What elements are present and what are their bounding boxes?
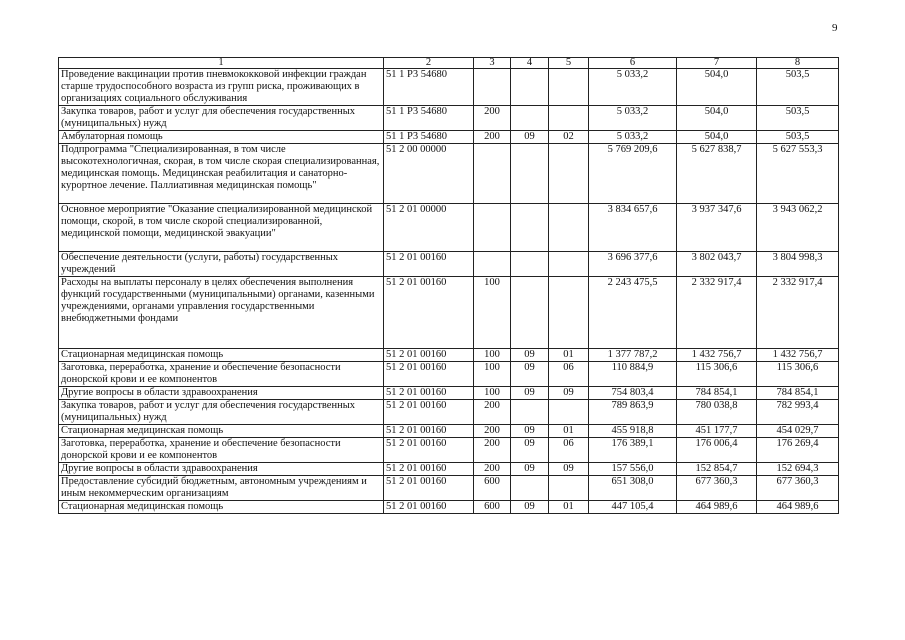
subsection-cell (549, 400, 589, 425)
expense-type-cell: 600 (474, 476, 511, 501)
subsection-cell (549, 106, 589, 131)
budget-code-cell: 51 2 01 00160 (384, 463, 474, 476)
expense-type-cell (474, 204, 511, 252)
expense-type-cell: 200 (474, 425, 511, 438)
budget-code-cell: 51 2 01 00160 (384, 425, 474, 438)
budget-code-cell: 51 1 P3 54680 (384, 131, 474, 144)
amount-col6-cell: 1 377 787,2 (589, 349, 677, 362)
amount-col8-cell: 784 854,1 (757, 387, 839, 400)
amount-col8-cell: 677 360,3 (757, 476, 839, 501)
section-cell: 09 (511, 425, 549, 438)
table-row (59, 463, 839, 476)
subsection-cell: 09 (549, 463, 589, 476)
header-cell: 6 (589, 58, 677, 69)
expense-type-cell: 100 (474, 387, 511, 400)
budget-code-cell: 51 2 01 00160 (384, 400, 474, 425)
amount-col8-cell: 3 804 998,3 (757, 252, 839, 277)
amount-col6-cell: 5 033,2 (589, 106, 677, 131)
subsection-cell (549, 252, 589, 277)
row-name-cell: Стационарная медицинская помощь (59, 501, 384, 514)
amount-col6-cell: 157 556,0 (589, 463, 677, 476)
expense-type-cell (474, 144, 511, 204)
amount-col7-cell: 464 989,6 (677, 501, 757, 514)
amount-col6-cell: 5 769 209,6 (589, 144, 677, 204)
subsection-cell: 01 (549, 349, 589, 362)
subsection-cell (549, 144, 589, 204)
table-row (59, 425, 839, 438)
expense-type-cell: 200 (474, 400, 511, 425)
amount-col7-cell: 504,0 (677, 131, 757, 144)
amount-col7-cell: 3 937 347,6 (677, 204, 757, 252)
amount-col7-cell: 504,0 (677, 69, 757, 106)
amount-col8-cell: 503,5 (757, 106, 839, 131)
budget-code-cell: 51 2 01 00160 (384, 501, 474, 514)
page-number: 9 (832, 22, 838, 34)
amount-col8-cell: 176 269,4 (757, 438, 839, 463)
budget-code-cell: 51 1 P3 54680 (384, 106, 474, 131)
row-name-cell: Подпрограмма "Специализированная, в том числе высокотехнологичная, скорая, в том числе скорая специализированная, медицинская помощь. Медицинская реабилитация и санаторно-курортное лечение. Паллиативная медицинская помощь" (59, 144, 384, 204)
amount-col8-cell: 782 993,4 (757, 400, 839, 425)
table-row (59, 144, 839, 204)
row-name-cell: Закупка товаров, работ и услуг для обеспечения государственных (муниципальных) нужд (59, 106, 384, 131)
budget-code-cell: 51 2 01 00160 (384, 438, 474, 463)
section-cell: 09 (511, 438, 549, 463)
header-cell: 3 (474, 58, 511, 69)
amount-col8-cell: 503,5 (757, 131, 839, 144)
row-name-cell: Закупка товаров, работ и услуг для обеспечения государственных (муниципальных) нужд (59, 400, 384, 425)
expense-type-cell: 600 (474, 501, 511, 514)
section-cell (511, 106, 549, 131)
row-name-cell: Стационарная медицинская помощь (59, 425, 384, 438)
amount-col8-cell: 2 332 917,4 (757, 277, 839, 349)
subsection-cell (549, 277, 589, 349)
table-row (59, 438, 839, 463)
header-cell: 1 (59, 58, 384, 69)
row-name-cell: Заготовка, переработка, хранение и обеспечение безопасности донорской крови и ее компонентов (59, 362, 384, 387)
amount-col8-cell: 3 943 062,2 (757, 204, 839, 252)
amount-col7-cell: 1 432 756,7 (677, 349, 757, 362)
amount-col8-cell: 464 989,6 (757, 501, 839, 514)
row-name-cell: Предоставление субсидий бюджетным, автономным учреждениям и иным некоммерческим организациям (59, 476, 384, 501)
subsection-cell (549, 476, 589, 501)
header-cell: 5 (549, 58, 589, 69)
table-row (59, 131, 839, 144)
header-cell: 7 (677, 58, 757, 69)
amount-col8-cell: 454 029,7 (757, 425, 839, 438)
budget-table (58, 57, 839, 514)
amount-col8-cell: 115 306,6 (757, 362, 839, 387)
subsection-cell: 01 (549, 425, 589, 438)
section-cell (511, 69, 549, 106)
section-cell (511, 277, 549, 349)
amount-col7-cell: 5 627 838,7 (677, 144, 757, 204)
budget-code-cell: 51 2 01 00160 (384, 277, 474, 349)
section-cell: 09 (511, 463, 549, 476)
table-row (59, 362, 839, 387)
expense-type-cell: 200 (474, 463, 511, 476)
section-cell: 09 (511, 501, 549, 514)
table-row (59, 400, 839, 425)
budget-code-cell: 51 2 01 00000 (384, 204, 474, 252)
amount-col6-cell: 455 918,8 (589, 425, 677, 438)
expense-type-cell: 100 (474, 349, 511, 362)
section-cell: 09 (511, 387, 549, 400)
row-name-cell: Основное мероприятие "Оказание специализированной медицинской помощи, скорой, в том числе скорой специализированной, медицинской помощи, медицинской эвакуации" (59, 204, 384, 252)
section-cell: 09 (511, 131, 549, 144)
amount-col6-cell: 3 696 377,6 (589, 252, 677, 277)
section-cell (511, 400, 549, 425)
expense-type-cell: 100 (474, 362, 511, 387)
amount-col7-cell: 2 332 917,4 (677, 277, 757, 349)
row-name-cell: Проведение вакцинации против пневмококковой инфекции граждан старше трудоспособного возраста из групп риска, проживающих в организациях социального обслуживания (59, 69, 384, 106)
table-row (59, 69, 839, 106)
expense-type-cell (474, 69, 511, 106)
row-name-cell: Стационарная медицинская помощь (59, 349, 384, 362)
table-row (59, 277, 839, 349)
amount-col6-cell: 447 105,4 (589, 501, 677, 514)
row-name-cell: Расходы на выплаты персоналу в целях обеспечения выполнения функций государственными (муниципальными) органами, казенными учреждениями, органами управления государственными внебюджетными фондами (59, 277, 384, 349)
header-cell: 4 (511, 58, 549, 69)
section-cell: 09 (511, 362, 549, 387)
amount-col7-cell: 784 854,1 (677, 387, 757, 400)
budget-code-cell: 51 2 01 00160 (384, 252, 474, 277)
header-row (59, 58, 839, 69)
table-row (59, 501, 839, 514)
table-row (59, 204, 839, 252)
subsection-cell: 01 (549, 501, 589, 514)
amount-col6-cell: 754 803,4 (589, 387, 677, 400)
amount-col7-cell: 780 038,8 (677, 400, 757, 425)
amount-col6-cell: 176 389,1 (589, 438, 677, 463)
expense-type-cell: 200 (474, 438, 511, 463)
header-cell: 8 (757, 58, 839, 69)
amount-col8-cell: 5 627 553,3 (757, 144, 839, 204)
table-row (59, 387, 839, 400)
subsection-cell: 06 (549, 438, 589, 463)
subsection-cell (549, 204, 589, 252)
subsection-cell: 06 (549, 362, 589, 387)
budget-code-cell: 51 1 P3 54680 (384, 69, 474, 106)
amount-col8-cell: 152 694,3 (757, 463, 839, 476)
section-cell: 09 (511, 349, 549, 362)
row-name-cell: Другие вопросы в области здравоохранения (59, 463, 384, 476)
amount-col8-cell: 1 432 756,7 (757, 349, 839, 362)
section-cell (511, 204, 549, 252)
amount-col8-cell: 503,5 (757, 69, 839, 106)
expense-type-cell: 200 (474, 131, 511, 144)
section-cell (511, 144, 549, 204)
subsection-cell: 02 (549, 131, 589, 144)
budget-code-cell: 51 2 01 00160 (384, 387, 474, 400)
row-name-cell: Другие вопросы в области здравоохранения (59, 387, 384, 400)
subsection-cell: 09 (549, 387, 589, 400)
budget-code-cell: 51 2 01 00160 (384, 362, 474, 387)
amount-col6-cell: 651 308,0 (589, 476, 677, 501)
amount-col7-cell: 677 360,3 (677, 476, 757, 501)
amount-col7-cell: 451 177,7 (677, 425, 757, 438)
section-cell (511, 252, 549, 277)
budget-code-cell: 51 2 01 00160 (384, 349, 474, 362)
amount-col6-cell: 3 834 657,6 (589, 204, 677, 252)
amount-col6-cell: 789 863,9 (589, 400, 677, 425)
amount-col6-cell: 110 884,9 (589, 362, 677, 387)
amount-col6-cell: 5 033,2 (589, 131, 677, 144)
table-row (59, 476, 839, 501)
row-name-cell: Амбулаторная помощь (59, 131, 384, 144)
amount-col7-cell: 504,0 (677, 106, 757, 131)
amount-col7-cell: 176 006,4 (677, 438, 757, 463)
table-row (59, 349, 839, 362)
amount-col7-cell: 3 802 043,7 (677, 252, 757, 277)
budget-code-cell: 51 2 00 00000 (384, 144, 474, 204)
amount-col6-cell: 5 033,2 (589, 69, 677, 106)
expense-type-cell: 200 (474, 106, 511, 131)
expense-type-cell (474, 252, 511, 277)
row-name-cell: Обеспечение деятельности (услуги, работы) государственных учреждений (59, 252, 384, 277)
subsection-cell (549, 69, 589, 106)
row-name-cell: Заготовка, переработка, хранение и обеспечение безопасности донорской крови и ее компонентов (59, 438, 384, 463)
budget-code-cell: 51 2 01 00160 (384, 476, 474, 501)
amount-col7-cell: 115 306,6 (677, 362, 757, 387)
header-cell: 2 (384, 58, 474, 69)
amount-col6-cell: 2 243 475,5 (589, 277, 677, 349)
table-row (59, 106, 839, 131)
table-row (59, 252, 839, 277)
amount-col7-cell: 152 854,7 (677, 463, 757, 476)
section-cell (511, 476, 549, 501)
expense-type-cell: 100 (474, 277, 511, 349)
